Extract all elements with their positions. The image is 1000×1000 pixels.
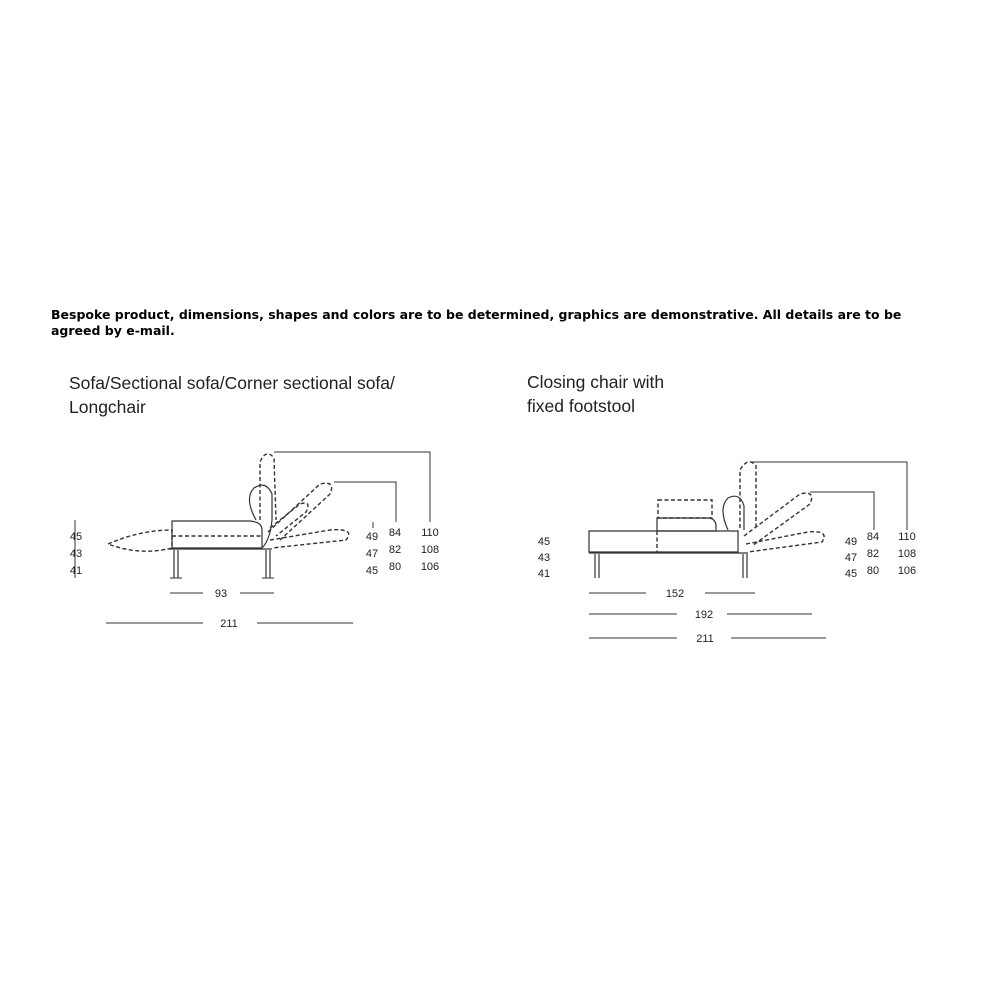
left-seat-h2: 43 <box>69 548 83 560</box>
left-backrest-upright <box>249 485 272 548</box>
left-top-h1: 110 <box>421 527 439 539</box>
left-arm-h2: 47 <box>365 548 379 560</box>
left-diagram <box>69 373 439 630</box>
right-seat-h2: 43 <box>537 552 551 564</box>
right-back-cushion <box>657 518 716 531</box>
right-mid-h1: 84 <box>866 531 880 543</box>
left-seat-h1: 45 <box>69 531 83 543</box>
left-seat-h3: 41 <box>69 565 83 577</box>
right-ref-line-mid <box>810 492 874 530</box>
right-top-h1: 110 <box>898 531 916 543</box>
right-width-a: 152 <box>665 588 685 600</box>
right-arm-h2: 47 <box>844 552 858 564</box>
right-diagram <box>527 372 916 645</box>
right-width-b: 192 <box>694 609 714 621</box>
left-title-line1: Sofa/Sectional sofa/Corner sectional sofa/ <box>69 373 395 393</box>
right-mid-h3: 80 <box>866 565 880 577</box>
disclaimer-note: Bespoke product, dimensions, shapes and colors are to be determined, graphics are demonstrative. All details are to be agreed by e-mail. <box>51 307 902 338</box>
left-mid-h3: 80 <box>388 561 402 573</box>
left-arm-h1: 49 <box>365 531 379 543</box>
left-top-h3: 106 <box>420 561 440 573</box>
right-top-h2: 108 <box>897 548 917 560</box>
left-mid-h2: 82 <box>388 544 402 556</box>
right-seat-h3: 41 <box>537 568 551 580</box>
right-width-total: 211 <box>696 633 714 645</box>
right-title-line1: Closing chair with <box>527 372 665 392</box>
right-arm-h1: 49 <box>844 536 858 548</box>
left-ref-line-mid <box>334 482 396 522</box>
left-width-total: 211 <box>220 618 238 630</box>
left-title-line2: Longchair <box>69 397 146 417</box>
right-mid-h2: 82 <box>866 548 880 560</box>
right-top-h3: 106 <box>897 565 917 577</box>
right-raised-cushion <box>658 500 712 518</box>
right-backrest-raised <box>740 462 756 530</box>
left-mid-h1: 84 <box>388 527 402 539</box>
left-width-seat: 93 <box>214 588 228 600</box>
left-top-h2: 108 <box>420 544 440 556</box>
right-backrest-recline-2 <box>746 532 824 552</box>
right-backrest-recline-1 <box>744 493 812 546</box>
left-arm-h3: 45 <box>365 565 379 577</box>
right-seat-long <box>589 531 738 552</box>
left-ref-line-top <box>274 452 430 522</box>
right-ref-line-top <box>752 462 907 530</box>
left-reclined-footrest <box>108 530 172 551</box>
right-seat-h1: 45 <box>537 536 551 548</box>
left-seat-cushion <box>172 521 262 548</box>
right-arm-h3: 45 <box>844 568 858 580</box>
right-backrest-upright <box>723 496 744 530</box>
right-title-line2: fixed footstool <box>527 396 635 416</box>
